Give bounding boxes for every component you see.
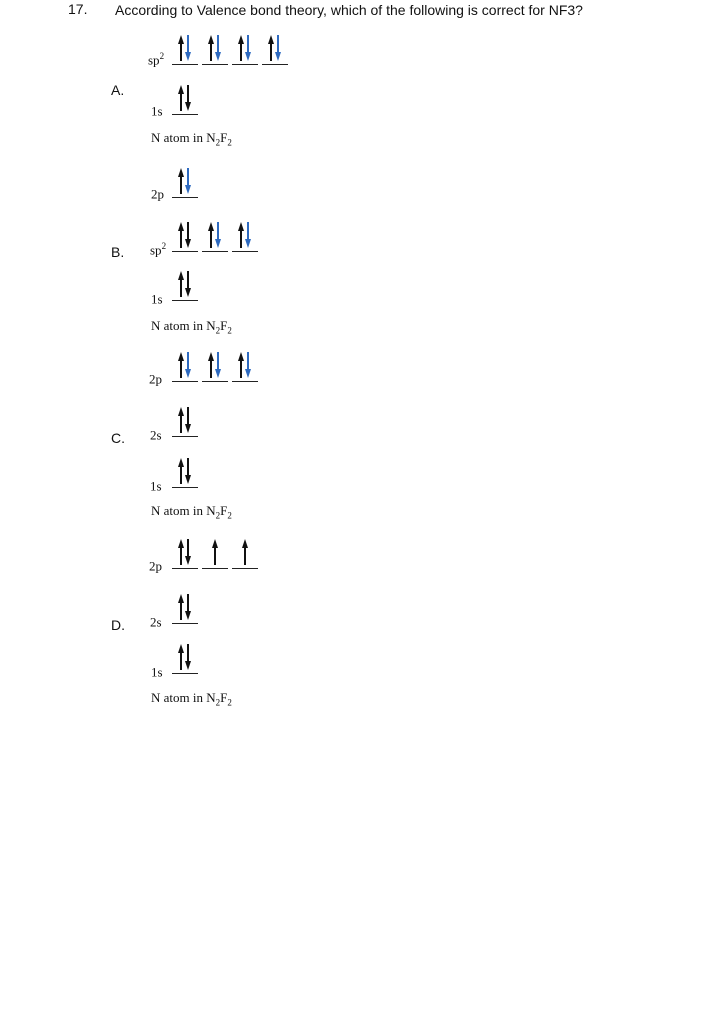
level-label: 2p [151, 186, 164, 202]
orbital-box [172, 454, 198, 488]
orbital-box [232, 535, 258, 569]
spin-down-arrow-icon [185, 458, 197, 484]
orbital-box [202, 348, 228, 382]
orbital-box [172, 164, 198, 198]
orbital-box [202, 31, 228, 65]
orbital-box [172, 535, 198, 569]
orbital-line [232, 381, 258, 382]
orbital-box [172, 218, 198, 252]
spin-down-arrow-icon [245, 35, 257, 61]
option-caption: N atom in $N_2F_2$ [151, 318, 232, 336]
orbital-box [172, 403, 198, 437]
orbital-box [202, 218, 228, 252]
orbital-box [172, 267, 198, 301]
orbital-box [172, 590, 198, 624]
level-label: 2p [149, 371, 162, 387]
orbital-line [172, 300, 198, 301]
orbital-line [172, 673, 198, 674]
option-letter: B. [111, 244, 125, 260]
orbital-line [202, 381, 228, 382]
level-label: 1s [151, 664, 163, 680]
orbital-line [202, 251, 228, 252]
orbital-line [172, 381, 198, 382]
spin-down-arrow-icon [275, 35, 287, 61]
spin-up-arrow-icon [242, 539, 254, 565]
spin-down-arrow-icon [185, 35, 197, 61]
spin-down-arrow-icon [185, 644, 197, 670]
orbital-box [232, 31, 258, 65]
spin-down-arrow-icon [185, 539, 197, 565]
orbital-line [232, 568, 258, 569]
orbital-line [172, 568, 198, 569]
orbital-line [172, 251, 198, 252]
orbital-box [172, 640, 198, 674]
question-text: According to Valence bond theory, which of the following is correct for NF3? [115, 2, 583, 18]
spin-down-arrow-icon [185, 85, 197, 111]
level-label: 2p [149, 558, 162, 574]
orbital-box [172, 348, 198, 382]
orbital-line [172, 197, 198, 198]
option-caption: N atom in $N_2F_2$ [151, 690, 232, 708]
spin-down-arrow-icon [215, 352, 227, 378]
orbital-line [262, 64, 288, 65]
level-label: $sp^2$ [148, 51, 165, 68]
question-number: 17. [68, 1, 88, 17]
orbital-box [262, 31, 288, 65]
level-label: 1s [151, 291, 163, 307]
spin-down-arrow-icon [215, 222, 227, 248]
orbital-line [172, 436, 198, 437]
level-label: 1s [151, 103, 163, 119]
spin-down-arrow-icon [185, 594, 197, 620]
option-letter: D. [111, 617, 125, 633]
spin-down-arrow-icon [215, 35, 227, 61]
level-label: $sp^2$ [150, 241, 167, 258]
orbital-line [172, 623, 198, 624]
level-label: 1s [150, 478, 162, 494]
spin-up-arrow-icon [212, 539, 224, 565]
level-label: 2s [150, 614, 162, 630]
orbital-box [172, 81, 198, 115]
option-caption: N atom in $N_2F_2$ [151, 503, 232, 521]
spin-down-arrow-icon [245, 222, 257, 248]
option-caption: N atom in $N_2F_2$ [151, 130, 232, 148]
orbital-box [172, 31, 198, 65]
spin-down-arrow-icon [185, 168, 197, 194]
option-letter: A. [111, 82, 125, 98]
spin-down-arrow-icon [185, 271, 197, 297]
spin-down-arrow-icon [185, 222, 197, 248]
orbital-box [232, 348, 258, 382]
orbital-line [232, 251, 258, 252]
orbital-box [232, 218, 258, 252]
orbital-box [202, 535, 228, 569]
option-letter: C. [111, 430, 125, 446]
spin-down-arrow-icon [245, 352, 257, 378]
orbital-line [202, 568, 228, 569]
spin-down-arrow-icon [185, 407, 197, 433]
level-label: 2s [150, 427, 162, 443]
spin-down-arrow-icon [185, 352, 197, 378]
orbital-line [232, 64, 258, 65]
orbital-line [172, 487, 198, 488]
orbital-line [172, 64, 198, 65]
orbital-line [172, 114, 198, 115]
orbital-line [202, 64, 228, 65]
